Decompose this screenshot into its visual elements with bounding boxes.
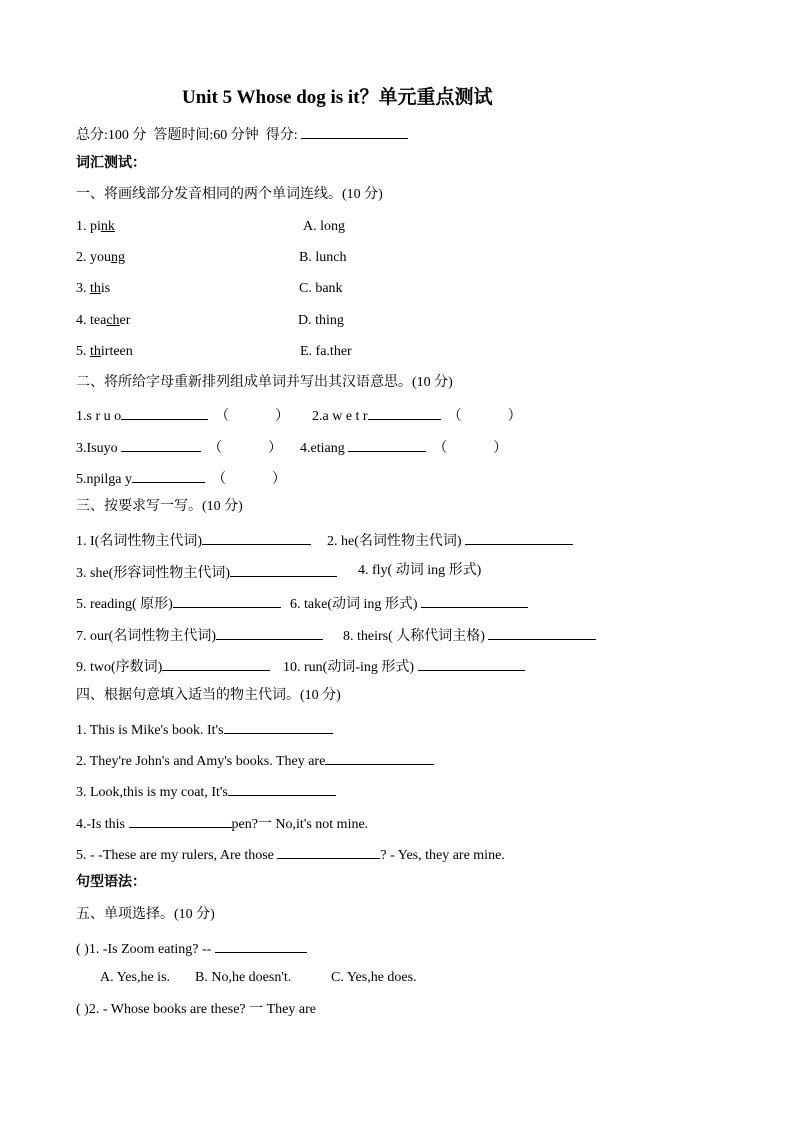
q4-blank-3[interactable] [228,781,336,796]
q3-item-1: 1. I(名词性物主代词) [76,530,311,551]
q1-right-b: B. lunch [299,250,347,265]
q1-left-5: 5. thirteen [76,344,133,359]
score-blank[interactable] [301,124,408,139]
q3-blank-6[interactable] [421,593,528,608]
section-vocab: 词汇测试： [76,156,146,171]
q2-blank-4[interactable] [348,437,426,452]
q1-right-c: C. bank [299,281,343,296]
q3-blank-10[interactable] [418,656,525,671]
q3-blank-1[interactable] [202,530,311,545]
q3-item-4: 4. fly( 动词 ing 形式) [358,563,482,578]
q1-left-2: 2. young [76,250,125,265]
q5-heading: 五、单项选择。(10 分) [76,907,215,922]
q5-option-a[interactable]: A. Yes,he is. [100,970,171,985]
q3-item-5: 5. reading( 原形) [76,593,281,614]
score-label: 得分: [265,128,298,143]
q3-item-2: 2. he(名词性物主代词) [327,530,573,551]
q2-item-4: 4.etiang （ ） [300,437,507,458]
meta-line [76,124,408,145]
q3-blank-7[interactable] [216,625,323,640]
q5-question-1: ( )1. -Is Zoom eating? -- [76,938,307,959]
q3-item-7: 7. our(名词性物主代词) [76,625,323,646]
q2-blank-5[interactable] [132,468,205,483]
q2-blank-3[interactable] [121,437,201,452]
q4-blank-5[interactable] [277,844,380,859]
q2-item-3: 3.Isuyo （ ） [76,437,282,458]
q3-item-10: 10. run(动词-ing 形式) [283,656,525,677]
q1-right-d: D. thing [298,313,344,328]
q1-left-1: 1. pink [76,219,115,234]
q4-blank-4[interactable] [129,813,232,828]
q3-blank-2[interactable] [465,530,573,545]
q4-item-5: 5. - -These are my rulers, Are those ? - Yes, they are mine. [76,844,505,865]
q1-left-3: 3. this [76,281,111,296]
q3-item-8: 8. theirs( 人称代词主格) [343,625,596,646]
time-limit: 答题时间:60 分钟 [153,128,259,143]
q3-item-9: 9. two(序数词) [76,656,270,677]
q4-item-3: 3. Look,this is my coat, It's [76,781,336,802]
q3-blank-8[interactable] [488,625,596,640]
q3-blank-9[interactable] [162,656,270,671]
q2-blank-1[interactable] [121,405,208,420]
q3-item-3: 3. she(形容词性物主代词) [76,562,337,583]
q5-option-b[interactable]: B. No,he doesn't. [195,970,292,985]
q4-blank-2[interactable] [325,750,434,765]
q4-blank-1[interactable] [224,719,333,734]
total-score: 总分:100 分 [76,128,147,143]
q4-item-4: 4.-Is this pen?一 No,it's not mine. [76,813,368,834]
q4-item-2: 2. They're John's and Amy's books. They are [76,750,434,771]
q3-heading: 三、按要求写一写。(10 分) [76,499,243,514]
q1-heading: 一、将画线部分发音相同的两个单词连线。(10 分) [76,187,383,202]
q2-item-2: 2.a w e t r （ ） [312,405,522,426]
q4-heading: 四、根据句意填入适当的物主代词。(10 分) [76,688,341,703]
q1-right-a: A. long [303,219,345,234]
q5-question-2: ( )2. - Whose books are these? 一 They are [76,1002,316,1017]
section-grammar: 句型语法： [76,875,146,890]
q2-item-5: 5.npilga y （ ） [76,468,286,489]
q1-right-e: E. fa.ther [300,344,352,359]
q3-blank-3[interactable] [230,562,337,577]
q5-blank-1[interactable] [215,938,307,953]
q1-left-4: 4. teacher [76,313,131,328]
q2-blank-2[interactable] [368,405,441,420]
q2-heading: 二、将所给字母重新排列组成单词并写出其汉语意思。(10 分) [76,375,453,390]
q4-item-1: 1. This is Mike's book. It's [76,719,333,740]
q2-item-1: 1.s r u o （ ） [76,405,289,426]
q3-item-6: 6. take(动词 ing 形式) [290,593,528,614]
page-title: Unit 5 Whose dog is it？单元重点测试 [182,87,493,108]
q5-option-c[interactable]: C. Yes,he does. [331,970,417,985]
q3-blank-5[interactable] [173,593,281,608]
